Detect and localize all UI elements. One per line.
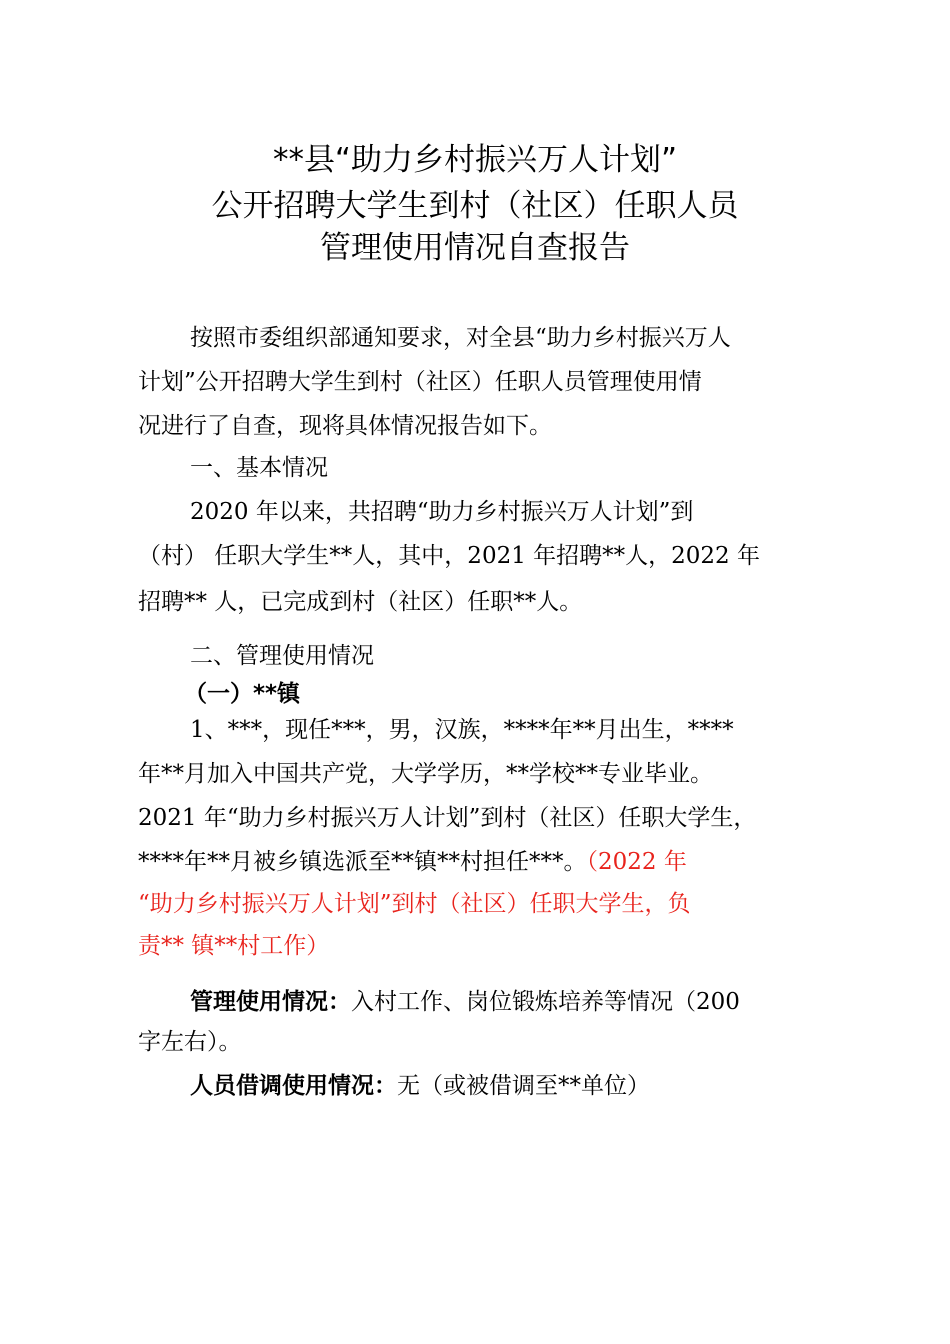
intro-line-2: 计划”公开招聘大学生到村（社区）任职人员管理使用情	[138, 369, 702, 395]
section1-line-3: 招聘** 人，已完成到村（社区）任职**人。	[138, 589, 583, 615]
person-line-2: 年**月加入中国共产党，大学学历，**学校**专业毕业。	[138, 761, 713, 787]
person-line-3: 2021 年“助力乡村振兴万人计划”到村（社区）任职大学生，	[138, 805, 757, 831]
title-line-3: 管理使用情况自查报告	[320, 230, 630, 266]
secondment-line	[190, 1070, 650, 1102]
title-line-1: **县“助力乡村振兴万人计划”	[272, 142, 678, 178]
person-line-4	[138, 846, 687, 878]
section1-heading: 一、基本情况	[190, 455, 328, 481]
intro-line-3: 况进行了自查，现将具体情况报告如下。	[138, 413, 552, 439]
section2-subheading: （一）**镇	[184, 681, 301, 707]
section1-line-2: （村） 任职大学生**人，其中，2021 年招聘**人，2022 年	[138, 543, 760, 569]
management-label: 管理使用情况：	[190, 989, 351, 1015]
person-line-4-text: ****年**月被乡镇选派至**镇**村担任***。	[138, 849, 587, 875]
management-text: 入村工作、岗位锻炼培养等情况（200	[351, 989, 740, 1015]
secondment-text: 无（或被借调至**单位）	[397, 1073, 650, 1099]
person-line-5-red: “助力乡村振兴万人计划”到村（社区）任职大学生，负	[138, 891, 691, 917]
management-line-2: 字左右）。	[138, 1029, 242, 1055]
person-line-6-red: 责** 镇**村工作）	[138, 933, 330, 959]
intro-line-1: 按照市委组织部通知要求，对全县“助力乡村振兴万人	[190, 325, 731, 351]
management-line-1	[190, 986, 740, 1018]
section1-line-1: 2020 年以来，共招聘“助力乡村振兴万人计划”到	[190, 499, 694, 525]
person-line-4-red: （2022 年	[586, 849, 687, 875]
title-line-2: 公开招聘大学生到村（社区）任职人员	[211, 188, 739, 224]
section2-heading: 二、管理使用情况	[190, 643, 374, 669]
secondment-label: 人员借调使用情况：	[190, 1073, 397, 1099]
person-line-1: 1、***，现任***，男，汉族，****年**月出生，****	[190, 717, 734, 743]
